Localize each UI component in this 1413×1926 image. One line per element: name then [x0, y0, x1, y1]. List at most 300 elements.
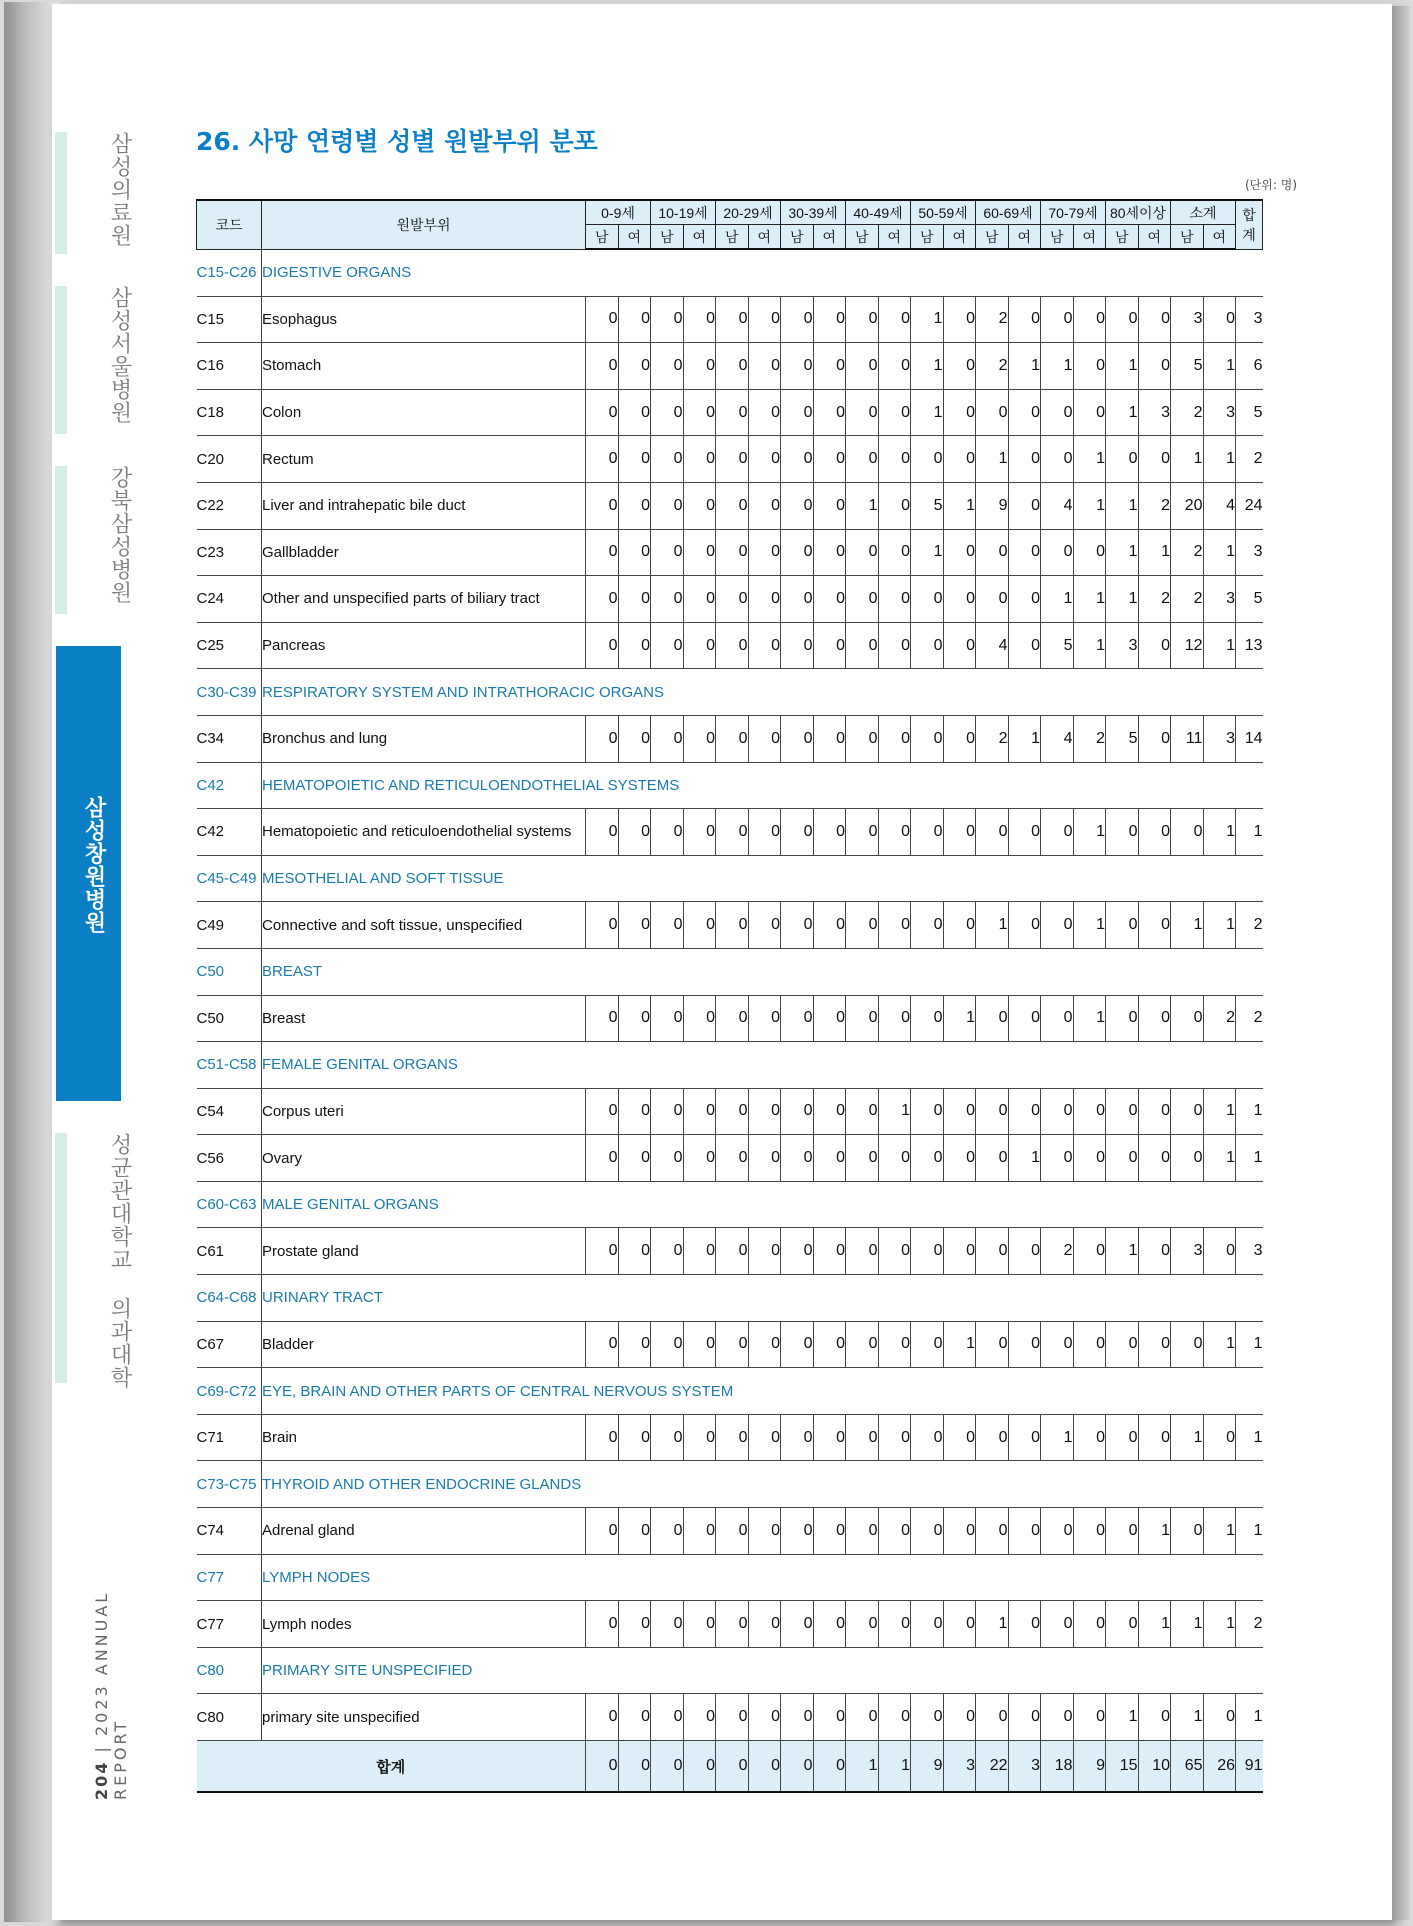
row-code: C73-C75: [197, 1461, 262, 1508]
cell-value: 0: [1041, 995, 1074, 1042]
header-female: 여: [683, 225, 716, 250]
cell-value: 0: [586, 576, 619, 623]
cell-value: 0: [813, 809, 846, 856]
cell-value: 0: [586, 343, 619, 390]
cell-value: 0: [911, 1508, 944, 1555]
cell-value: 0: [846, 995, 879, 1042]
cell-value: 0: [586, 1088, 619, 1135]
cell-value: 0: [618, 389, 651, 436]
cell-value: 1: [1236, 1321, 1263, 1368]
row-site: Bladder: [262, 1321, 586, 1368]
cell-value: 0: [943, 1601, 976, 1648]
cell-value: 1: [1041, 576, 1074, 623]
cell-value: 1: [1073, 576, 1106, 623]
cell-value: 1: [1203, 1321, 1236, 1368]
cell-value: 13: [1236, 622, 1263, 669]
cell-value: 0: [878, 1508, 911, 1555]
cell-value: 0: [781, 296, 814, 343]
cell-value: 0: [651, 622, 684, 669]
cell-value: 0: [683, 343, 716, 390]
cell-value: 0: [1073, 1601, 1106, 1648]
cell-value: 0: [878, 436, 911, 483]
cell-value: 2: [976, 715, 1009, 762]
cell-value: 0: [1106, 296, 1139, 343]
cell-value: 1: [1236, 1414, 1263, 1461]
cell-value: 0: [911, 715, 944, 762]
cell-value: 0: [618, 436, 651, 483]
row-site: Connective and soft tissue, unspecified: [262, 902, 586, 949]
cell-value: 2: [1138, 482, 1171, 529]
cell-value: 0: [781, 1694, 814, 1741]
total-value: 65: [1171, 1741, 1204, 1793]
table-row: [197, 1135, 1263, 1182]
cell-value: 0: [1106, 1508, 1139, 1555]
side-nav-item[interactable]: 삼성서울병원: [107, 286, 132, 424]
cell-value: 1: [1203, 622, 1236, 669]
total-value: 9: [1073, 1741, 1106, 1793]
cell-value: 0: [878, 1414, 911, 1461]
cell-value: 0: [813, 622, 846, 669]
cell-value: 0: [781, 482, 814, 529]
cell-value: 0: [586, 296, 619, 343]
cell-value: 4: [1041, 715, 1074, 762]
cell-value: 0: [618, 576, 651, 623]
cell-value: 0: [878, 622, 911, 669]
cell-value: 0: [683, 1321, 716, 1368]
cell-value: 0: [1073, 1228, 1106, 1275]
cell-value: 0: [943, 622, 976, 669]
cell-value: 1: [976, 1601, 1009, 1648]
cell-value: 0: [618, 343, 651, 390]
cell-value: 0: [586, 1135, 619, 1182]
cell-value: 0: [1008, 809, 1041, 856]
cell-value: 0: [1138, 622, 1171, 669]
cell-value: 0: [781, 1135, 814, 1182]
cell-value: 0: [1041, 1088, 1074, 1135]
cell-value: 0: [943, 529, 976, 576]
cell-value: 4: [1203, 482, 1236, 529]
header-age-group: 70-79세: [1041, 200, 1106, 225]
cell-value: 0: [911, 1228, 944, 1275]
cell-value: 0: [781, 1321, 814, 1368]
total-value: 15: [1106, 1741, 1139, 1793]
cell-value: 0: [781, 389, 814, 436]
cell-value: 0: [813, 995, 846, 1042]
cell-value: 0: [716, 995, 749, 1042]
table-row: [197, 1228, 1263, 1275]
cell-value: 2: [1236, 995, 1263, 1042]
cell-value: 1: [1106, 343, 1139, 390]
table-row: [197, 436, 1263, 483]
cell-value: 0: [1041, 436, 1074, 483]
cell-value: 0: [683, 1601, 716, 1648]
table-row: [197, 389, 1263, 436]
cell-value: 0: [1203, 296, 1236, 343]
cell-value: 0: [911, 995, 944, 1042]
cell-value: 0: [1138, 343, 1171, 390]
table-row: [197, 576, 1263, 623]
cell-value: 0: [716, 1601, 749, 1648]
cell-value: 0: [911, 1135, 944, 1182]
cell-value: 2: [1203, 995, 1236, 1042]
row-site: Rectum: [262, 436, 586, 483]
cell-value: 5: [1236, 576, 1263, 623]
cell-value: 0: [1138, 902, 1171, 949]
cell-value: 3: [1236, 296, 1263, 343]
cell-value: 0: [1138, 1228, 1171, 1275]
row-site: Gallbladder: [262, 529, 586, 576]
cell-value: 0: [976, 389, 1009, 436]
side-nav-item[interactable]: 삼성의료원: [107, 132, 132, 247]
category-row: [197, 1181, 1263, 1228]
cell-value: 2: [1171, 529, 1204, 576]
cell-value: 0: [813, 715, 846, 762]
cell-value: 0: [1041, 809, 1074, 856]
cell-value: 1: [1171, 902, 1204, 949]
cell-value: 0: [683, 1414, 716, 1461]
cell-value: 0: [846, 529, 879, 576]
row-code: C74: [197, 1508, 262, 1555]
row-code: C71: [197, 1414, 262, 1461]
cell-value: 0: [683, 902, 716, 949]
row-site: MALE GENITAL ORGANS: [262, 1181, 1263, 1228]
table-row: [197, 1694, 1263, 1741]
header-male: 남: [1041, 225, 1074, 250]
header-male: 남: [716, 225, 749, 250]
cell-value: 0: [878, 482, 911, 529]
side-nav-item[interactable]: 성균관대학교 의과대학: [107, 1133, 132, 1389]
cell-value: 1: [976, 436, 1009, 483]
total-value: 0: [813, 1741, 846, 1793]
cell-value: 1: [1106, 482, 1139, 529]
cell-value: 1: [1073, 995, 1106, 1042]
cell-value: 0: [813, 482, 846, 529]
cell-value: 0: [878, 1694, 911, 1741]
row-site: FEMALE GENITAL ORGANS: [262, 1042, 1263, 1089]
total-row: [197, 1741, 1263, 1793]
row-site: Ovary: [262, 1135, 586, 1182]
cell-value: 0: [1073, 1088, 1106, 1135]
cell-value: 0: [846, 902, 879, 949]
cell-value: 0: [1008, 436, 1041, 483]
cell-value: 0: [846, 389, 879, 436]
cell-value: 0: [618, 1414, 651, 1461]
cell-value: 0: [813, 296, 846, 343]
cell-value: 0: [651, 296, 684, 343]
page-title: 26. 사망 연령별 성별 원발부위 분포: [196, 127, 598, 156]
cell-value: 0: [1138, 436, 1171, 483]
cell-value: 0: [748, 1694, 781, 1741]
cell-value: 0: [716, 1508, 749, 1555]
cell-value: 1: [1236, 809, 1263, 856]
cell-value: 0: [586, 715, 619, 762]
cell-value: 0: [813, 1508, 846, 1555]
cell-value: 0: [651, 1694, 684, 1741]
cell-value: 14: [1236, 715, 1263, 762]
cell-value: 3: [1236, 529, 1263, 576]
cell-value: 0: [748, 1414, 781, 1461]
cell-value: 0: [683, 809, 716, 856]
cell-value: 0: [716, 1694, 749, 1741]
cell-value: 0: [1106, 809, 1139, 856]
category-row: [197, 1368, 1263, 1415]
cell-value: 2: [1171, 389, 1204, 436]
cell-value: 0: [781, 343, 814, 390]
cell-value: 0: [878, 715, 911, 762]
cell-value: 0: [1008, 622, 1041, 669]
cell-value: 0: [1008, 902, 1041, 949]
cell-value: 0: [976, 576, 1009, 623]
cell-value: 3: [1203, 715, 1236, 762]
table-row: [197, 1601, 1263, 1648]
cell-value: 3: [1171, 1228, 1204, 1275]
cell-value: 0: [781, 1601, 814, 1648]
cell-value: 0: [748, 715, 781, 762]
row-site: primary site unspecified: [262, 1694, 586, 1741]
cell-value: 0: [1008, 576, 1041, 623]
cell-value: 0: [976, 529, 1009, 576]
row-site: Liver and intrahepatic bile duct: [262, 482, 586, 529]
side-nav-active[interactable]: [56, 646, 121, 1101]
row-code: C15: [197, 296, 262, 343]
cell-value: 0: [911, 436, 944, 483]
cell-value: 0: [878, 1228, 911, 1275]
unit-note: (단위: 명): [1245, 178, 1297, 192]
cell-value: 1: [1106, 576, 1139, 623]
cell-value: 1: [1041, 1414, 1074, 1461]
row-site: Breast: [262, 995, 586, 1042]
cell-value: 0: [1041, 1508, 1074, 1555]
cell-value: 0: [1171, 995, 1204, 1042]
cell-value: 0: [618, 529, 651, 576]
cell-value: 0: [586, 809, 619, 856]
row-code: C77: [197, 1554, 262, 1601]
cell-value: 0: [651, 482, 684, 529]
side-tab-marker: [55, 286, 67, 434]
cell-value: 0: [618, 1321, 651, 1368]
cell-value: 0: [586, 1228, 619, 1275]
cell-value: 0: [878, 995, 911, 1042]
cell-value: 0: [943, 1508, 976, 1555]
cell-value: 0: [813, 343, 846, 390]
cell-value: 0: [943, 809, 976, 856]
row-site: HEMATOPOIETIC AND RETICULOENDOTHELIAL SYSTEMS: [262, 762, 1263, 809]
page-footer: 204 | 2023 ANNUAL REPORT: [92, 1590, 130, 1800]
cell-value: 0: [911, 902, 944, 949]
cell-value: 0: [651, 576, 684, 623]
cell-value: 0: [618, 1135, 651, 1182]
cell-value: 1: [1236, 1694, 1263, 1741]
cell-value: 0: [943, 902, 976, 949]
category-row: [197, 1042, 1263, 1089]
cell-value: 1: [1236, 1508, 1263, 1555]
cell-value: 0: [586, 529, 619, 576]
page-number: 204: [92, 1760, 111, 1800]
cell-value: 0: [748, 622, 781, 669]
cell-value: 1: [1203, 343, 1236, 390]
cell-value: 0: [1106, 1601, 1139, 1648]
cell-value: 0: [1106, 436, 1139, 483]
row-code: C51-C58: [197, 1042, 262, 1089]
header-female: 여: [1138, 225, 1171, 250]
header-age-group: 20-29세: [716, 200, 781, 225]
cell-value: 0: [618, 1601, 651, 1648]
row-code: C56: [197, 1135, 262, 1182]
cell-value: 0: [781, 1088, 814, 1135]
cell-value: 0: [1008, 482, 1041, 529]
side-tab-marker: [55, 132, 67, 254]
cell-value: 0: [1171, 1088, 1204, 1135]
cell-value: 0: [943, 389, 976, 436]
header-male: 남: [1171, 225, 1204, 250]
total-value: 0: [781, 1741, 814, 1793]
cell-value: 0: [683, 715, 716, 762]
cell-value: 1: [911, 389, 944, 436]
cell-value: 0: [846, 715, 879, 762]
header-female: 여: [1008, 225, 1041, 250]
cell-value: 0: [813, 902, 846, 949]
cell-value: 0: [586, 389, 619, 436]
cell-value: 6: [1236, 343, 1263, 390]
total-value: 3: [943, 1741, 976, 1793]
cell-value: 0: [618, 1088, 651, 1135]
cell-value: 1: [1073, 622, 1106, 669]
cell-value: 0: [813, 576, 846, 623]
header-male: 남: [911, 225, 944, 250]
cell-value: 0: [586, 1321, 619, 1368]
row-code: C42: [197, 762, 262, 809]
cell-value: 0: [1041, 1694, 1074, 1741]
cell-value: 5: [1236, 389, 1263, 436]
cell-value: 0: [1171, 1321, 1204, 1368]
cell-value: 0: [618, 482, 651, 529]
cell-value: 20: [1171, 482, 1204, 529]
row-site: DIGESTIVE ORGANS: [262, 249, 1263, 296]
cell-value: 0: [1138, 1694, 1171, 1741]
cell-value: 0: [878, 902, 911, 949]
cell-value: 0: [878, 343, 911, 390]
row-site: PRIMARY SITE UNSPECIFIED: [262, 1647, 1263, 1694]
cell-value: 0: [683, 529, 716, 576]
table-row: [197, 343, 1263, 390]
row-code: C30-C39: [197, 669, 262, 716]
cell-value: 0: [651, 715, 684, 762]
row-code: C23: [197, 529, 262, 576]
cell-value: 0: [813, 1694, 846, 1741]
cell-value: 1: [1203, 1508, 1236, 1555]
side-nav-item[interactable]: 강북삼성병원: [107, 466, 132, 604]
cell-value: 0: [781, 576, 814, 623]
cell-value: 0: [683, 436, 716, 483]
total-value: 0: [586, 1741, 619, 1793]
cell-value: 0: [911, 1601, 944, 1648]
cell-value: 5: [911, 482, 944, 529]
cell-value: 1: [878, 1088, 911, 1135]
cell-value: 0: [1138, 809, 1171, 856]
cell-value: 0: [1041, 902, 1074, 949]
cell-value: 3: [1236, 1228, 1263, 1275]
row-code: C22: [197, 482, 262, 529]
row-code: C60-C63: [197, 1181, 262, 1228]
cell-value: 0: [846, 436, 879, 483]
mortality-table: [196, 199, 1263, 1793]
header-female: 여: [618, 225, 651, 250]
cell-value: 0: [943, 576, 976, 623]
row-code: C67: [197, 1321, 262, 1368]
cell-value: 0: [1203, 1228, 1236, 1275]
cell-value: 0: [813, 1321, 846, 1368]
cell-value: 0: [586, 1601, 619, 1648]
cell-value: 0: [1073, 1321, 1106, 1368]
cell-value: 0: [651, 529, 684, 576]
cell-value: 0: [748, 296, 781, 343]
cell-value: 0: [1138, 715, 1171, 762]
cell-value: 0: [846, 343, 879, 390]
row-site: Corpus uteri: [262, 1088, 586, 1135]
category-row: [197, 1275, 1263, 1322]
cell-value: 0: [716, 296, 749, 343]
row-code: C45-C49: [197, 855, 262, 902]
category-row: [197, 1554, 1263, 1601]
cell-value: 0: [1106, 1088, 1139, 1135]
cell-value: 0: [1138, 296, 1171, 343]
cell-value: 0: [1138, 1321, 1171, 1368]
cell-value: 1: [1203, 1601, 1236, 1648]
total-value: 18: [1041, 1741, 1074, 1793]
cell-value: 0: [716, 482, 749, 529]
cell-value: 0: [683, 1694, 716, 1741]
cell-value: 0: [683, 576, 716, 623]
cell-value: 0: [651, 436, 684, 483]
table-row: [197, 809, 1263, 856]
cell-value: 2: [1236, 1601, 1263, 1648]
cell-value: 0: [813, 1228, 846, 1275]
cell-value: 0: [1073, 389, 1106, 436]
cell-value: 0: [943, 715, 976, 762]
cell-value: 0: [1073, 1694, 1106, 1741]
row-code: C16: [197, 343, 262, 390]
cell-value: 0: [748, 1228, 781, 1275]
cell-value: 0: [716, 1088, 749, 1135]
cell-value: 1: [1073, 482, 1106, 529]
cell-value: 1: [1171, 1414, 1204, 1461]
cell-value: 0: [748, 529, 781, 576]
report-name: 2023 ANNUAL REPORT: [92, 1590, 130, 1800]
cell-value: 0: [651, 1088, 684, 1135]
table-row: [197, 715, 1263, 762]
row-site: Adrenal gland: [262, 1508, 586, 1555]
cell-value: 0: [748, 343, 781, 390]
cell-value: 0: [813, 1601, 846, 1648]
cell-value: 2: [1041, 1228, 1074, 1275]
cell-value: 0: [1008, 389, 1041, 436]
total-value: 0: [618, 1741, 651, 1793]
cell-value: 1: [1008, 343, 1041, 390]
cell-value: 5: [1106, 715, 1139, 762]
cell-value: 0: [748, 1321, 781, 1368]
cell-value: 0: [878, 389, 911, 436]
cell-value: 0: [748, 902, 781, 949]
cell-value: 0: [1106, 1321, 1139, 1368]
cell-value: 0: [781, 715, 814, 762]
cell-value: 5: [1041, 622, 1074, 669]
category-row: [197, 948, 1263, 995]
cell-value: 0: [586, 1414, 619, 1461]
cell-value: 0: [846, 1135, 879, 1182]
cell-value: 0: [911, 809, 944, 856]
cell-value: 0: [683, 622, 716, 669]
cell-value: 0: [813, 1135, 846, 1182]
